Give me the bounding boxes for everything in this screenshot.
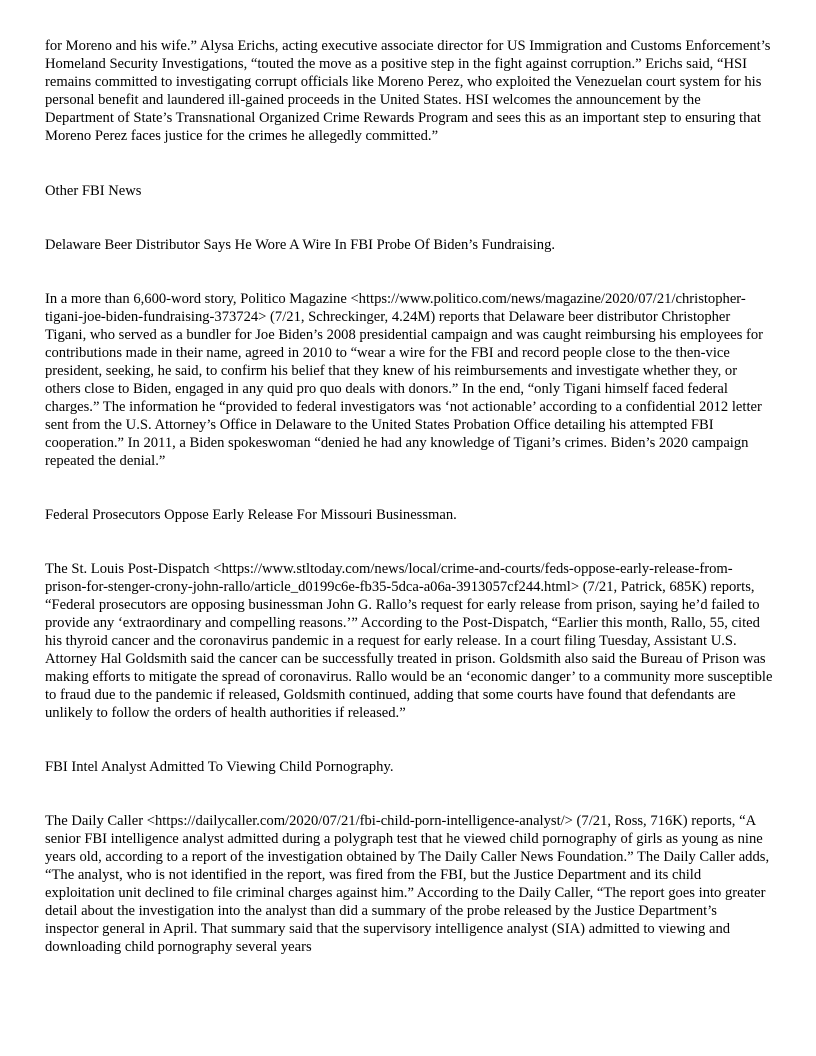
document-page [45,37,773,956]
story-body-biden-fundraising: In a more than 6,600-word story, Politico Magazine <https://www.politico.com/news/magazine/2020/07/21/christopher-tigani-joe-biden-fundraising-373724> (7/21, Schreckinger, 4.24M) reports that Delaware beer distributor Christopher Tigani, who served as a bundler for Joe Biden’s 2008 presidential campaign and was caught reimbursing his employees for contributions made in their name, agreed in 2010 to “wear a wire for the FBI and record people close to the then-vice president, seeking, he said, to confirm his belief that they knew of his reimbursements and investigate whether they, or others close to Biden, engaged in any quid pro quo deals with donors.” In the end, “only Tigani himself faced federal charges.” The information he “provided to federal investigators was ‘not actionable’ according to a confidential 2012 letter sent from the U.S. Attorney’s Office in Delaware to the United States Probation Office detailing his attempted FBI cooperation.” In 2011, a Biden spokeswoman “denied he had any knowledge of Tigani’s crimes. Biden’s 2020 campaign repeated the denial.” [45,291,764,469]
story-headline-missouri-businessman: Federal Prosecutors Oppose Early Release For Missouri Businessman. [45,507,457,523]
story-headline-biden-fundraising: Delaware Beer Distributor Says He Wore A Wire In FBI Probe Of Biden’s Fundraising. [45,237,556,253]
story-body-fbi-analyst: The Daily Caller <https://dailycaller.com/2020/07/21/fbi-child-porn-intelligence-analyst/> (7/21, Ross, 716K) reports, “A senior FBI intelligence analyst admitted during a polygraph test that he viewed child pornography of girls as young as nine years old, according to a report of the investigation obtained by The Daily Caller News Foundation.” The Daily Caller adds, “The analyst, who is not identified in the report, was fired from the FBI, but the Justice Department and its child exploitation unit declined to file criminal charges against him.” According to the Daily Caller, “The report goes into greater detail about the investigation into the analyst than did a summary of the probe released by the Justice Department’s inspector general in April. That summary said that the supervisory intelligence analyst (SIA) admitted to viewing and downloading child pornography several years [45,813,770,955]
intro-paragraph: for Moreno and his wife.” Alysa Erichs, acting executive associate director for US Immigration and Customs Enforcement’s Homeland Security Investigations, “touted the move as a positive step in the fight against corruption.” Erichs said, “HSI remains committed to investigating corrupt officials like Moreno Perez, who exploited the Venezuelan court system for his personal benefit and laundered ill-gained proceeds in the United States. HSI welcomes the announcement by the Department of State’s Transnational Organized Crime Rewards Program and sees this as an important step to ensuring that Moreno Perez faces justice for the crimes he allegedly committed.” [45,38,771,144]
story-body-missouri-businessman: The St. Louis Post-Dispatch <https://www.stltoday.com/news/local/crime-and-courts/feds-oppose-early-release-from-prison-for-stenger-crony-john-rallo/article_d0199c6e-fb35-5dca-a06a-3913057cf244.html> (7/21, Patrick, 685K) reports, “Federal prosecutors are opposing businessman John G. Rallo’s request for early release from prison, saying he’d failed to provide any ‘extraordinary and compelling reasons.’” According to the Post-Dispatch, “Earlier this month, Rallo, 55, cited his thyroid cancer and the coronavirus pandemic in a request for early release. In a court filing Tuesday, Assistant U.S. Attorney Hal Goldsmith said the cancer can be successfully treated in prison. Goldsmith also said the Bureau of Prison was making efforts to mitigate the spread of coronavirus. Rallo would be an ‘economic danger’ to a community more susceptible to fraud due to the pandemic if released, Goldsmith continued, adding that some courts have found that defendants are unlikely to follow the orders of health authorities if released.” [45,561,773,721]
story-headline-fbi-analyst: FBI Intel Analyst Admitted To Viewing Child Pornography. [45,759,394,775]
section-heading: Other FBI News [45,183,142,199]
